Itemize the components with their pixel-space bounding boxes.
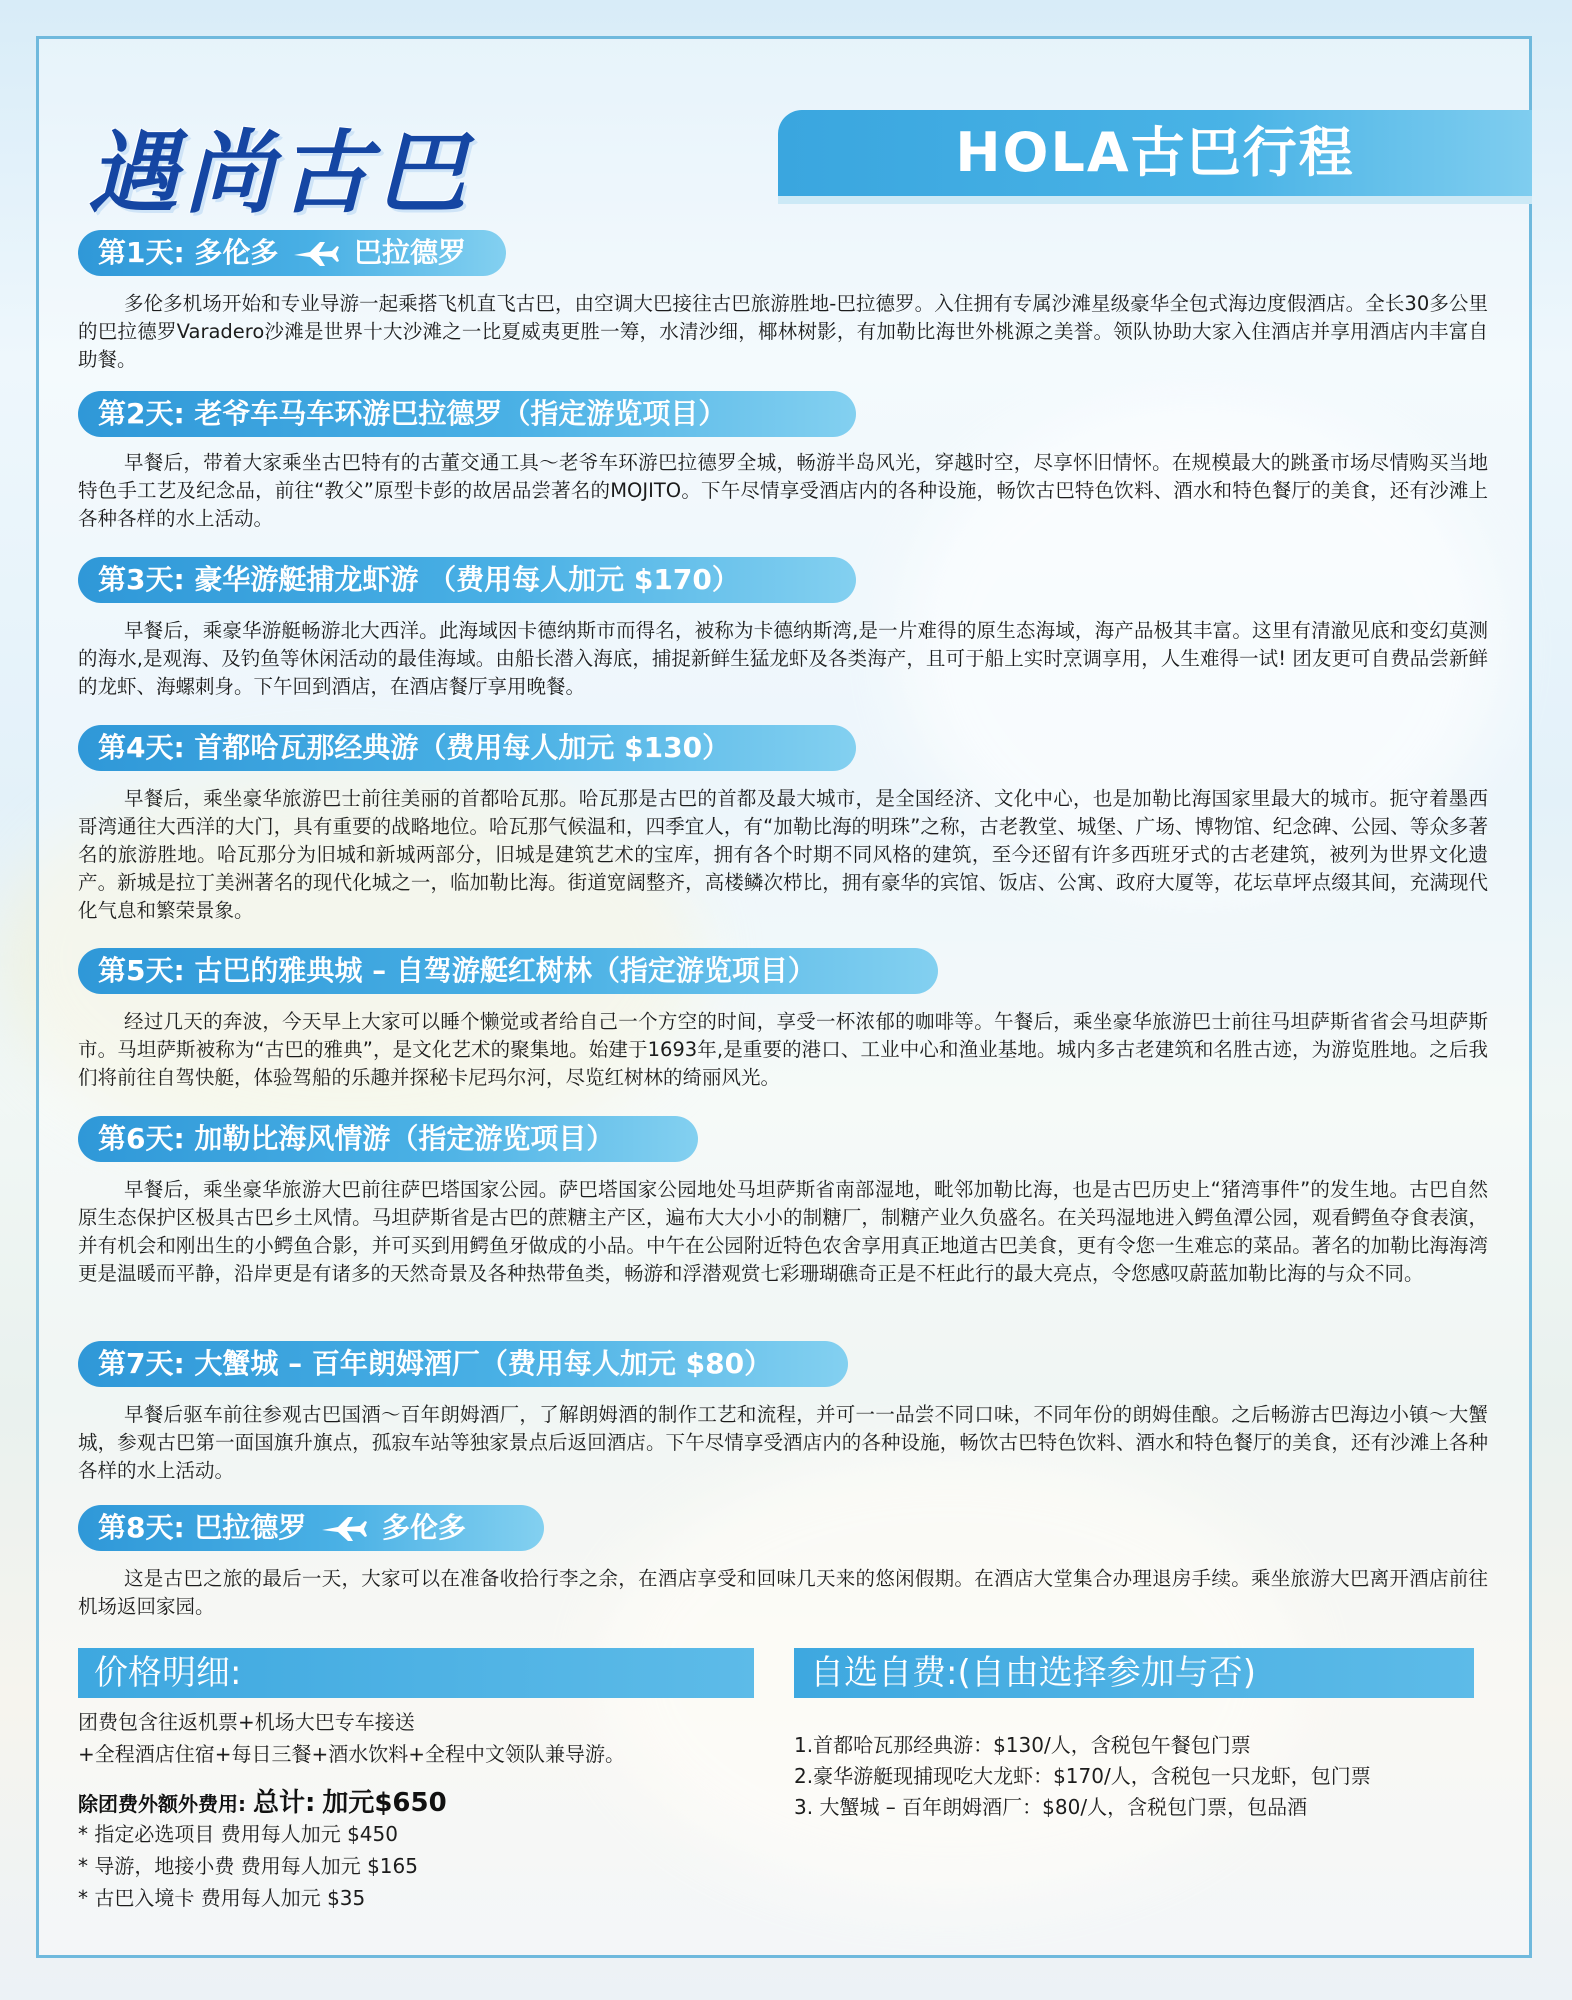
day-3-heading: 第3天: 豪华游艇捕龙虾游 （费用每人加元 $170） — [78, 557, 856, 603]
day-7-description: 早餐后驱车前往参观古巴国酒～百年朗姆酒厂，了解朗姆酒的制作工艺和流程，并可一一品尝不同口味，不同年份的朗姆佳酿。之后畅游古巴海边小镇～大蟹城，参观古巴第一面国旗升旗点，孤寂车站等独家景点后返回酒店。下午尽情享受酒店内的各种设施，畅饮古巴特色饮料、酒水和特色餐厅的美食，还有沙滩上各种各样的水上活动。 — [78, 1403, 1488, 1482]
extra-fee-item: * 古巴入境卡 费用每人加元 $35 — [78, 1886, 366, 1910]
total-label: 总计: — [252, 1788, 316, 1818]
brand-title: 遇尚古巴 — [88, 120, 472, 226]
day-8-title-start: 第8天: 巴拉德罗 — [98, 1511, 307, 1544]
airplane-icon — [320, 1516, 368, 1542]
banner-title: HOLA古巴行程 — [955, 121, 1355, 184]
day-3-description: 早餐后，乘豪华游艇畅游北大西洋。此海域因卡德纳斯市而得名，被称为卡德纳斯湾,是一片难得的原生态海域，海产品极其丰富。这里有清澈见底和变幻莫测的海水,是观海、及钓鱼等休闲活动的最佳海域。由船长潜入海底，捕捉新鲜生猛龙虾及各类海产，且可于船上实时烹调享用，人生难得一试! 团友更可自费品尝新鲜的龙虾、海螺刺身。下午回到酒店，在酒店餐厅享用晚餐。 — [78, 619, 1488, 698]
day-2-description: 早餐后，带着大家乘坐古巴特有的古董交通工具～老爷车环游巴拉德罗全城，畅游半岛风光，穿越时空，尽享怀旧情怀。在规模最大的跳蚤市场尽情购买当地特色手工艺及纪念品，前往“教父”原型卡彭的故居品尝著名的MOJITO。下午尽情享受酒店内的各种设施，畅饮古巴特色饮料、酒水和特色餐厅的美食，还有沙滩上各种各样的水上活动。 — [78, 451, 1488, 530]
day-5-description: 经过几天的奔波，今天早上大家可以睡个懒觉或者给自己一个方空的时间，享受一杯浓郁的咖啡等。午餐后，乘坐豪华旅游巴士前往马坦萨斯省省会马坦萨斯市。马坦萨斯被称为“古巴的雅典”，是文化艺术的聚集地。始建于1693年,是重要的港口、工业中心和渔业基地。城内多古老建筑和名胜古迹，为游览胜地。之后我们将前往自驾快艇，体验驾船的乐趣并探秘卡尼玛尔河，尽览红树林的绮丽风光。 — [78, 1010, 1488, 1089]
extra-fee-item: * 导游，地接小费 费用每人加元 $165 — [78, 1854, 418, 1878]
day-2-heading: 第2天: 老爷车马车环游巴拉德罗（指定游览项目） — [78, 391, 856, 437]
day-8-heading — [78, 1505, 544, 1551]
price-includes-line-1: 团费包含往返机票+机场大巴专车接送 — [78, 1710, 415, 1734]
day-7-heading: 第7天: 大蟹城 – 百年朗姆酒厂（费用每人加元 $80） — [78, 1341, 848, 1387]
day-4-description: 早餐后，乘坐豪华旅游巴士前往美丽的首都哈瓦那。哈瓦那是古巴的首都及最大城市，是全国经济、文化中心，也是加勒比海国家里最大的城市。扼守着墨西哥湾通往大西洋的大门，具有重要的战略地位。哈瓦那气候温和，四季宜人，有“加勒比海的明珠”之称，古老教堂、城堡、广场、博物馆、纪念碑、公园、等众多著名的旅游胜地。哈瓦那分为旧城和新城两部分，旧城是建筑艺术的宝库，拥有各个时期不同风格的建筑，至今还留有许多西班牙式的古老建筑，被列为世界文化遗产。新城是拉丁美洲著名的现代化城之一，临加勒比海。街道宽阔整齐，高楼鳞次栉比，拥有豪华的宾馆、饭店、公寓、政府大厦等，花坛草坪点缀其间，充满现代化气息和繁荣景象。 — [78, 787, 1488, 922]
day-8-title-end: 多伦多 — [381, 1511, 466, 1544]
day-1-title-start: 第1天: 多伦多 — [98, 236, 279, 269]
airplane-icon — [292, 241, 340, 267]
price-heading: 价格明细: — [78, 1648, 754, 1698]
optional-item: 3. 大蟹城 – 百年朗姆酒厂：$80/人，含税包门票，包品酒 — [794, 1795, 1308, 1819]
optional-item: 2.豪华游艇现捕现吃大龙虾：$170/人，含税包一只龙虾，包门票 — [794, 1764, 1371, 1788]
optional-item: 1.首都哈瓦那经典游：$130/人，含税包午餐包门票 — [794, 1733, 1251, 1757]
day-4-heading: 第4天: 首都哈瓦那经典游（费用每人加元 $130） — [78, 725, 856, 771]
day-6-heading: 第6天: 加勒比海风情游（指定游览项目） — [78, 1116, 698, 1162]
day-8-description: 这是古巴之旅的最后一天，大家可以在准备收拾行李之余，在酒店享受和回味几天来的悠闲假期。在酒店大堂集合办理退房手续。乘坐旅游大巴离开酒店前往机场返回家园。 — [78, 1567, 1488, 1618]
day-6-description: 早餐后，乘坐豪华旅游大巴前往萨巴塔国家公园。萨巴塔国家公园地处马坦萨斯省南部湿地，毗邻加勒比海，也是古巴历史上“猪湾事件”的发生地。古巴自然原生态保护区极具古巴乡土风情。马坦萨斯省是古巴的蔗糖主产区，遍布大大小小的制糖厂，制糖产业久负盛名。在关玛湿地进入鳄鱼潭公园，观看鳄鱼夺食表演，并有机会和刚出生的小鳄鱼合影，并可买到用鳄鱼牙做成的小品。中午在公园附近特色农舍享用真正地道古巴美食，更有令您一生难忘的菜品。著名的加勒比海海湾更是温暖而平静，沿岸更是有诸多的天然奇景及各种热带鱼类，畅游和浮潜观赏七彩珊瑚礁奇正是不枉此行的最大亮点，令您感叹蔚蓝加勒比海的与众不同。 — [78, 1178, 1488, 1285]
optional-heading: 自选自费:(自由选择参加与否) — [794, 1648, 1474, 1698]
extra-fee-label: 除团费外额外费用: — [78, 1792, 246, 1816]
price-total-row — [78, 1782, 447, 1819]
day-5-heading: 第5天: 古巴的雅典城 – 自驾游艇红树林（指定游览项目） — [78, 948, 938, 994]
extra-fee-item: * 指定必选项目 费用每人加元 $450 — [78, 1822, 398, 1846]
day-1-title-end: 巴拉德罗 — [353, 236, 466, 269]
total-value: 加元$650 — [322, 1788, 447, 1818]
day-1-heading — [78, 230, 506, 276]
price-includes-line-2: +全程酒店住宿+每日三餐+酒水饮料+全程中文领队兼导游。 — [78, 1742, 626, 1766]
day-1-description: 多伦多机场开始和专业导游一起乘搭飞机直飞古巴，由空调大巴接往古巴旅游胜地-巴拉德罗。入住拥有专属沙滩星级豪华全包式海边度假酒店。全长30多公里的巴拉德罗Varadero沙滩是世界十大沙滩之一比夏威夷更胜一筹，水清沙细，椰林树影，有加勒比海世外桃源之美誉。领队协助大家入住酒店并享用酒店内丰富自助餐。 — [78, 292, 1488, 371]
itinerary-banner — [778, 110, 1532, 196]
